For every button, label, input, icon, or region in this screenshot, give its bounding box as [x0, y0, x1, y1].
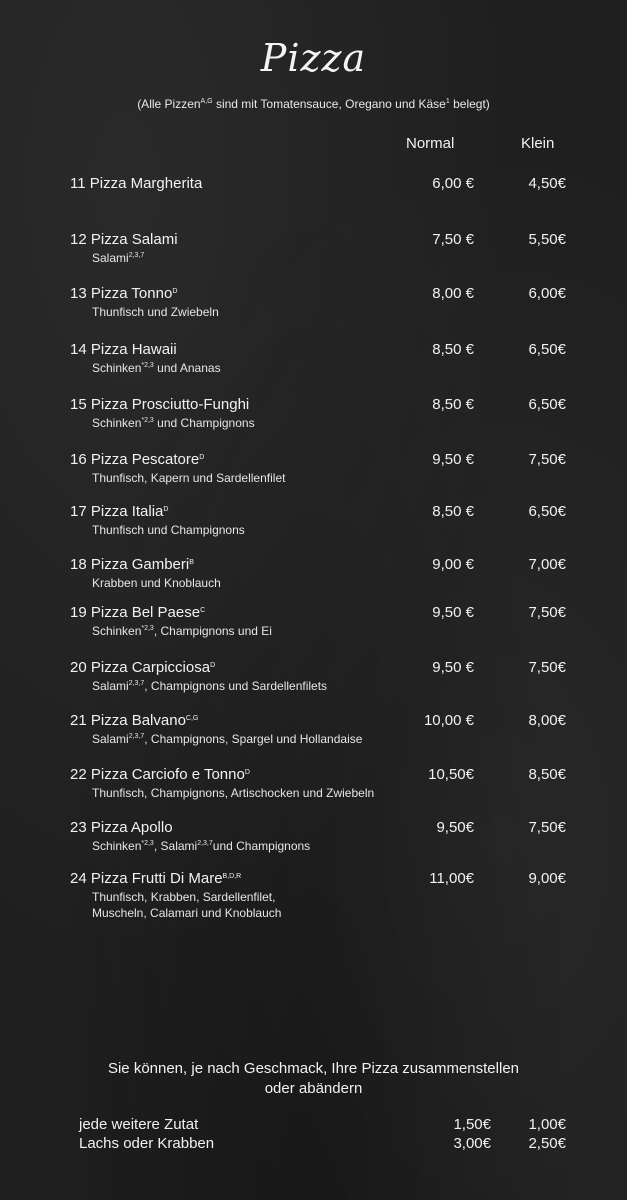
price-normal: 9,50 €: [432, 451, 474, 468]
price-normal: 8,50 €: [432, 396, 474, 413]
price-normal: 9,00 €: [432, 556, 474, 573]
price-normal: 8,50 €: [432, 341, 474, 358]
menu-item-description: Schinken$^{*2,3}$, Champignons und Ei: [92, 624, 272, 638]
menu-item-description: Schinken$^{*2,3}$ und Ananas: [92, 361, 221, 375]
menu-item-name: 22 Pizza Carciofo e Tonno$^D$: [70, 766, 250, 783]
menu-item-description: Thunfisch, Champignons, Artischocken und Zwiebeln: [92, 786, 375, 800]
price-normal: 8,00 €: [432, 285, 474, 302]
menu-item-name: 11 Pizza Margherita: [70, 175, 203, 192]
price-normal: 7,50 €: [432, 231, 474, 248]
extra-price-klein: 2,50€: [528, 1135, 566, 1152]
allergen-code: B,D,R: [222, 873, 242, 880]
extra-price-klein: 1,00€: [528, 1116, 566, 1133]
customize-note: [0, 1059, 627, 1099]
allergen-code: C,G: [185, 715, 199, 722]
price-klein: 6,50€: [528, 341, 566, 358]
price-normal: 8,50 €: [432, 503, 474, 520]
menu-title: Pizza: [260, 36, 367, 80]
price-klein: 6,00€: [528, 285, 566, 302]
column-header-normal: Normal: [406, 135, 455, 152]
price-normal: 10,50€: [428, 766, 474, 783]
menu-item-name: 21 Pizza Balvano$^{C,G}$: [70, 712, 199, 729]
menu-item-name: 14 Pizza Hawaii: [70, 341, 177, 358]
menu-item-description: Krabben und Knoblauch: [92, 576, 221, 590]
price-klein: 6,50€: [528, 396, 566, 413]
menu-item-description: Thunfisch und Champignons: [92, 523, 245, 537]
column-header-klein: Klein: [521, 135, 555, 152]
extra-label: Lachs oder Krabben: [79, 1135, 215, 1152]
allergen-code: D: [210, 662, 216, 669]
customize-note-line-1: Sie können, je nach Geschmack, Ihre Pizza zusammenstellen: [107, 1060, 520, 1077]
menu-item-name: 17 Pizza Italia$^D$: [70, 503, 169, 520]
allergen-code: B: [189, 559, 194, 566]
price-klein: 7,00€: [528, 556, 566, 573]
menu-item-description: Salami$^{2,3,7}$, Champignons, Spargel und Hollandaise: [92, 732, 363, 746]
allergen-code: D: [172, 288, 178, 295]
allergen-code: D: [244, 769, 250, 776]
menu-item-name: 15 Pizza Prosciutto-Funghi: [70, 396, 250, 413]
customize-note-line-2: oder abändern: [264, 1080, 363, 1097]
price-klein: 7,50€: [528, 819, 566, 836]
price-normal: 10,00 €: [423, 712, 474, 729]
menu-item-name: 20 Pizza Carpicciosa$^D$: [70, 659, 216, 676]
menu-item-description: Thunfisch, Krabben, Sardellenfilet, Muscheln, Calamari und Knoblauch: [92, 890, 282, 920]
price-klein: 4,50€: [528, 175, 566, 192]
extra-price-normal: 1,50€: [453, 1116, 491, 1133]
menu-item-description: Salami$^{2,3,7}$: [92, 251, 145, 265]
extra-price-normal: 3,00€: [453, 1135, 491, 1152]
price-normal: 11,00€: [429, 870, 474, 887]
menu-item-description: Schinken$^{*2,3}$ und Champignons: [92, 416, 255, 430]
menu-item-name: 23 Pizza Apollo: [70, 819, 173, 836]
menu-item-name: 16 Pizza Pescatore$^D$: [70, 451, 205, 468]
menu-item-name: 19 Pizza Bel Paese$^C$: [70, 604, 206, 621]
price-klein: 9,00€: [528, 870, 566, 887]
menu-item-name: 24 Pizza Frutti Di Mare$^{B,D,R}$: [70, 870, 242, 887]
price-klein: 7,50€: [528, 451, 566, 468]
price-normal: 6,00 €: [432, 175, 474, 192]
price-klein: 8,50€: [528, 766, 566, 783]
menu-item-description: Thunfisch, Kapern und Sardellenfilet: [92, 471, 286, 485]
price-normal: 9,50 €: [432, 659, 474, 676]
allergen-code: D: [199, 454, 205, 461]
menu-item-description: Salami$^{2,3,7}$, Champignons und Sardellenfilets: [92, 679, 328, 693]
price-klein: 7,50€: [528, 604, 566, 621]
price-klein: 5,50€: [528, 231, 566, 248]
menu-item-name: 13 Pizza Tonno$^D$: [70, 285, 178, 302]
price-klein: 8,00€: [528, 712, 566, 729]
allergen-code: C: [200, 607, 206, 614]
menu-subtitle: (Alle Pizzen$^{A,G}$ sind mit Tomatensauce, Oregano und Käse$^1$ belegt): [137, 97, 490, 111]
menu-item-description: Schinken$^{*2,3}$, Salami$^{2,3,7}$und Champignons: [92, 839, 311, 853]
allergen-code: D: [163, 506, 169, 513]
extra-label: jede weitere Zutat: [79, 1116, 199, 1133]
price-klein: 7,50€: [528, 659, 566, 676]
menu-item-description: Thunfisch und Zwiebeln: [92, 305, 219, 319]
price-normal: 9,50€: [436, 819, 474, 836]
menu-item-name: 18 Pizza Gamberi$^B$: [70, 556, 194, 573]
price-klein: 6,50€: [528, 503, 566, 520]
price-normal: 9,50 €: [432, 604, 474, 621]
menu-item-name: 12 Pizza Salami: [70, 231, 178, 248]
